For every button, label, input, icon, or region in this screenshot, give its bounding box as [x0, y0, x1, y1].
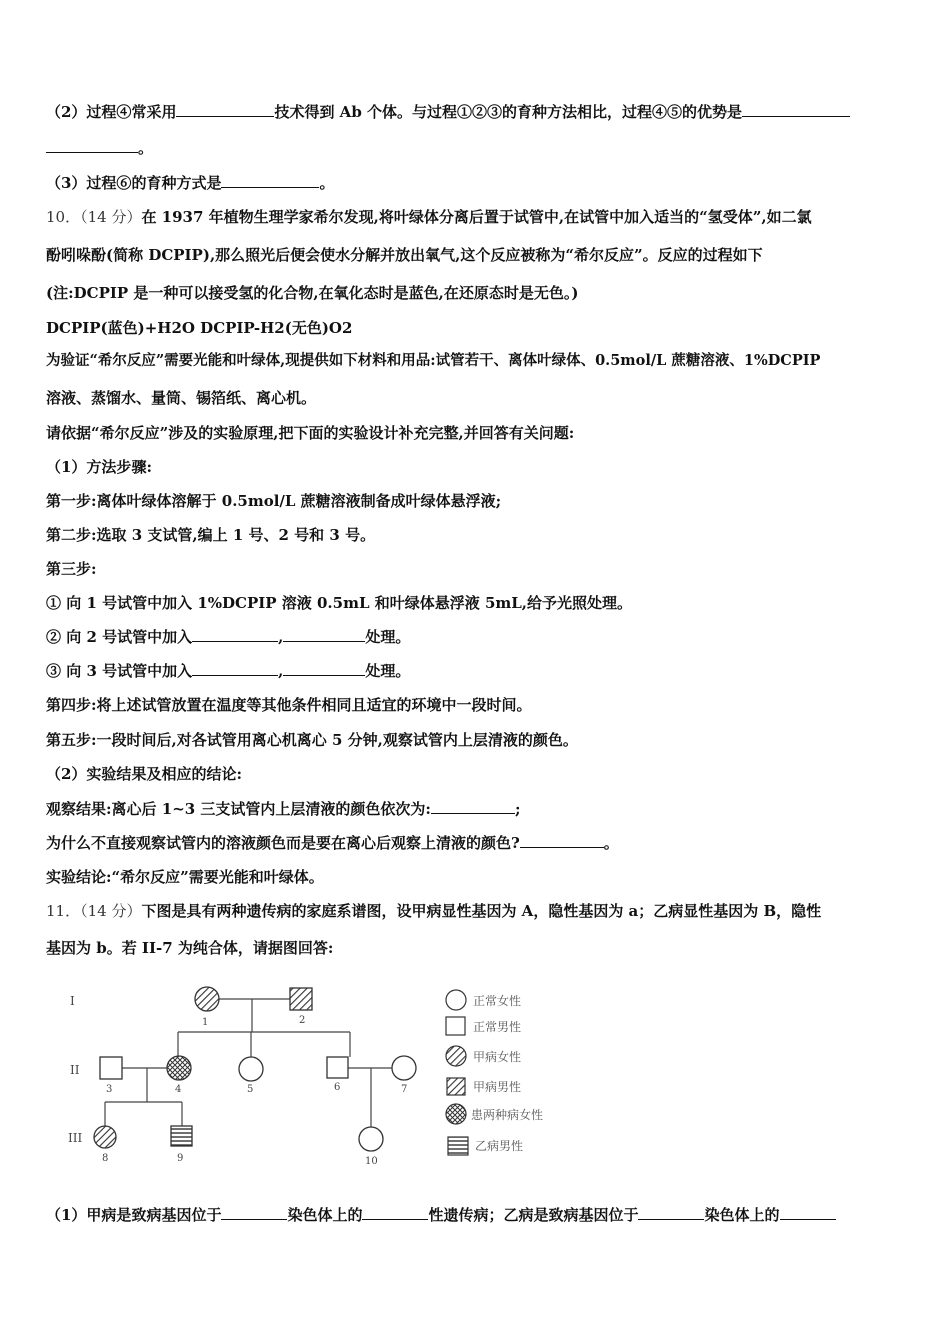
legend-label: 甲病男性: [473, 1080, 522, 1094]
individual-III-9: [171, 1126, 192, 1146]
generation-label: II: [70, 1063, 80, 1077]
generation-label: III: [68, 1131, 83, 1145]
individual-II-3: [100, 1057, 122, 1079]
blank[interactable]: [638, 1205, 704, 1220]
legend-b-male-icon: [448, 1137, 468, 1155]
individual-id: 8: [102, 1153, 109, 1164]
q11-line1: 11．（14 分）下图是具有两种遗传病的家庭系谱图，设甲病显性基因为 A，隐性基因为 a；乙病显性基因为 B，隐性: [46, 902, 822, 920]
question-number: 11．（14 分）: [46, 902, 142, 920]
q10-line6: 溶液、蒸馏水、量筒、锡箔纸、离心机。: [46, 389, 317, 407]
individual-id: 2: [299, 1015, 306, 1026]
blank[interactable]: [221, 1205, 287, 1220]
q10-line1: 10．（14 分）在 1937 年植物生理学家希尔发现,将叶绿体分离后置于试管中,在试管中加入适当的“氢受体”,如二氯: [46, 208, 812, 226]
legend-label: 正常女性: [473, 994, 522, 1008]
individual-id: 1: [202, 1017, 209, 1028]
individual-I-2: [290, 988, 312, 1010]
q9-part2-line1: （2）过程④常采用 技术得到 Ab 个体。与过程①②③的育种方法相比，过程④⑤的优势是: [46, 102, 850, 122]
individual-II-4: [167, 1056, 191, 1080]
blank[interactable]: [780, 1205, 836, 1220]
q10-step3-3: ③ 向 3 号试管中加入 , 处理。: [46, 662, 411, 680]
individual-id: 5: [247, 1084, 254, 1095]
blank[interactable]: [192, 661, 278, 676]
q9-part3: （3）过程⑥的育种方式是 。: [46, 174, 335, 192]
q10-observation: 观察结果:离心后 1~3 三支试管内上层清液的颜色依次为: ;: [46, 800, 521, 818]
legend-a-male-icon: [447, 1078, 465, 1095]
blank[interactable]: [283, 661, 365, 676]
q10-step3-2: ② 向 2 号试管中加入 , 处理。: [46, 628, 411, 646]
individual-id: 9: [177, 1153, 184, 1164]
q10-methods-heading: （1）方法步骤:: [46, 458, 152, 476]
q10-equation: DCPIP(蓝色)+H2O DCPIP-H2(无色)O2: [46, 319, 353, 337]
individual-II-5: [239, 1057, 263, 1081]
q11-part1: （1）甲病是致病基因位于 染色体上的 性遗传病；乙病是致病基因位于 染色体上的: [46, 1205, 836, 1225]
q10-step2: 第二步:选取 3 支试管,编上 1 号、2 号和 3 号。: [46, 526, 376, 544]
legend-label: 正常男性: [473, 1020, 522, 1034]
q10-step3: 第三步:: [46, 560, 97, 578]
q10-step3-1: ① 向 1 号试管中加入 1%DCPIP 溶液 0.5mL 和叶绿体悬浮液 5mL,给予光照处理。: [46, 594, 633, 612]
q10-why: 为什么不直接观察试管内的溶液颜色而是要在离心后观察上清液的颜色? 。: [46, 834, 619, 852]
individual-id: 4: [175, 1084, 182, 1095]
blank[interactable]: [283, 627, 365, 642]
blank[interactable]: [176, 102, 274, 117]
individual-id: 6: [334, 1082, 341, 1093]
individual-III-10: [359, 1127, 383, 1151]
q10-line3: (注:DCPIP 是一种可以接受氢的化合物,在氧化态时是蓝色,在还原态时是无色。): [46, 284, 579, 302]
individual-id: 7: [401, 1084, 408, 1095]
pedigree-chart: [60, 980, 580, 1170]
legend-label: 乙病男性: [475, 1139, 524, 1153]
individual-III-8: [94, 1126, 116, 1148]
individual-II-7: [392, 1056, 416, 1080]
legend-normal-female-icon: [446, 990, 466, 1010]
blank[interactable]: [431, 799, 515, 814]
q10-step5: 第五步:一段时间后,对各试管用离心机离心 5 分钟,观察试管内上层清液的颜色。: [46, 731, 578, 749]
q10-line2: 酚吲哚酚(简称 DCPIP),那么照光后便会使水分解并放出氧气,这个反应被称为“希尔反应”。反应的过程如下: [46, 246, 763, 264]
legend-a-female-icon: [446, 1046, 466, 1066]
individual-id: 10: [365, 1156, 378, 1167]
blank[interactable]: [192, 627, 278, 642]
generation-label: I: [70, 994, 75, 1008]
blank[interactable]: [221, 173, 319, 188]
question-number: 10．（14 分）: [46, 208, 142, 226]
individual-II-6: [327, 1057, 348, 1078]
q10-step4: 第四步:将上述试管放置在温度等其他条件相同且适宜的环境中一段时间。: [46, 696, 532, 714]
legend-label: 患两种病女性: [471, 1108, 544, 1122]
q11-line2: 基因为 b。若 II-7 为纯合体，请据图回答:: [46, 939, 334, 957]
q10-line7: 请依据“希尔反应”涉及的实验原理,把下面的实验设计补充完整,并回答有关问题:: [46, 424, 575, 442]
legend-normal-male-icon: [446, 1017, 465, 1035]
blank[interactable]: [362, 1205, 428, 1220]
blank[interactable]: [46, 138, 138, 153]
blank[interactable]: [520, 833, 604, 848]
q10-results-heading: （2）实验结果及相应的结论:: [46, 765, 242, 783]
legend-label: 甲病女性: [473, 1050, 522, 1064]
legend-both-female-icon: [446, 1104, 466, 1124]
blank[interactable]: [742, 102, 850, 117]
q9-part2-line2: 。: [46, 138, 153, 158]
q10-step1: 第一步:离体叶绿体溶解于 0.5mol/L 蔗糖溶液制备成叶绿体悬浮液;: [46, 492, 502, 510]
individual-I-1: [195, 987, 219, 1011]
individual-id: 3: [106, 1084, 113, 1095]
q10-conclusion: 实验结论:“希尔反应”需要光能和叶绿体。: [46, 868, 324, 886]
q10-line5: 为验证“希尔反应”需要光能和叶绿体,现提供如下材料和用品:试管若干、离体叶绿体、0.5mol/L 蔗糖溶液、1%DCPIP: [46, 352, 821, 369]
